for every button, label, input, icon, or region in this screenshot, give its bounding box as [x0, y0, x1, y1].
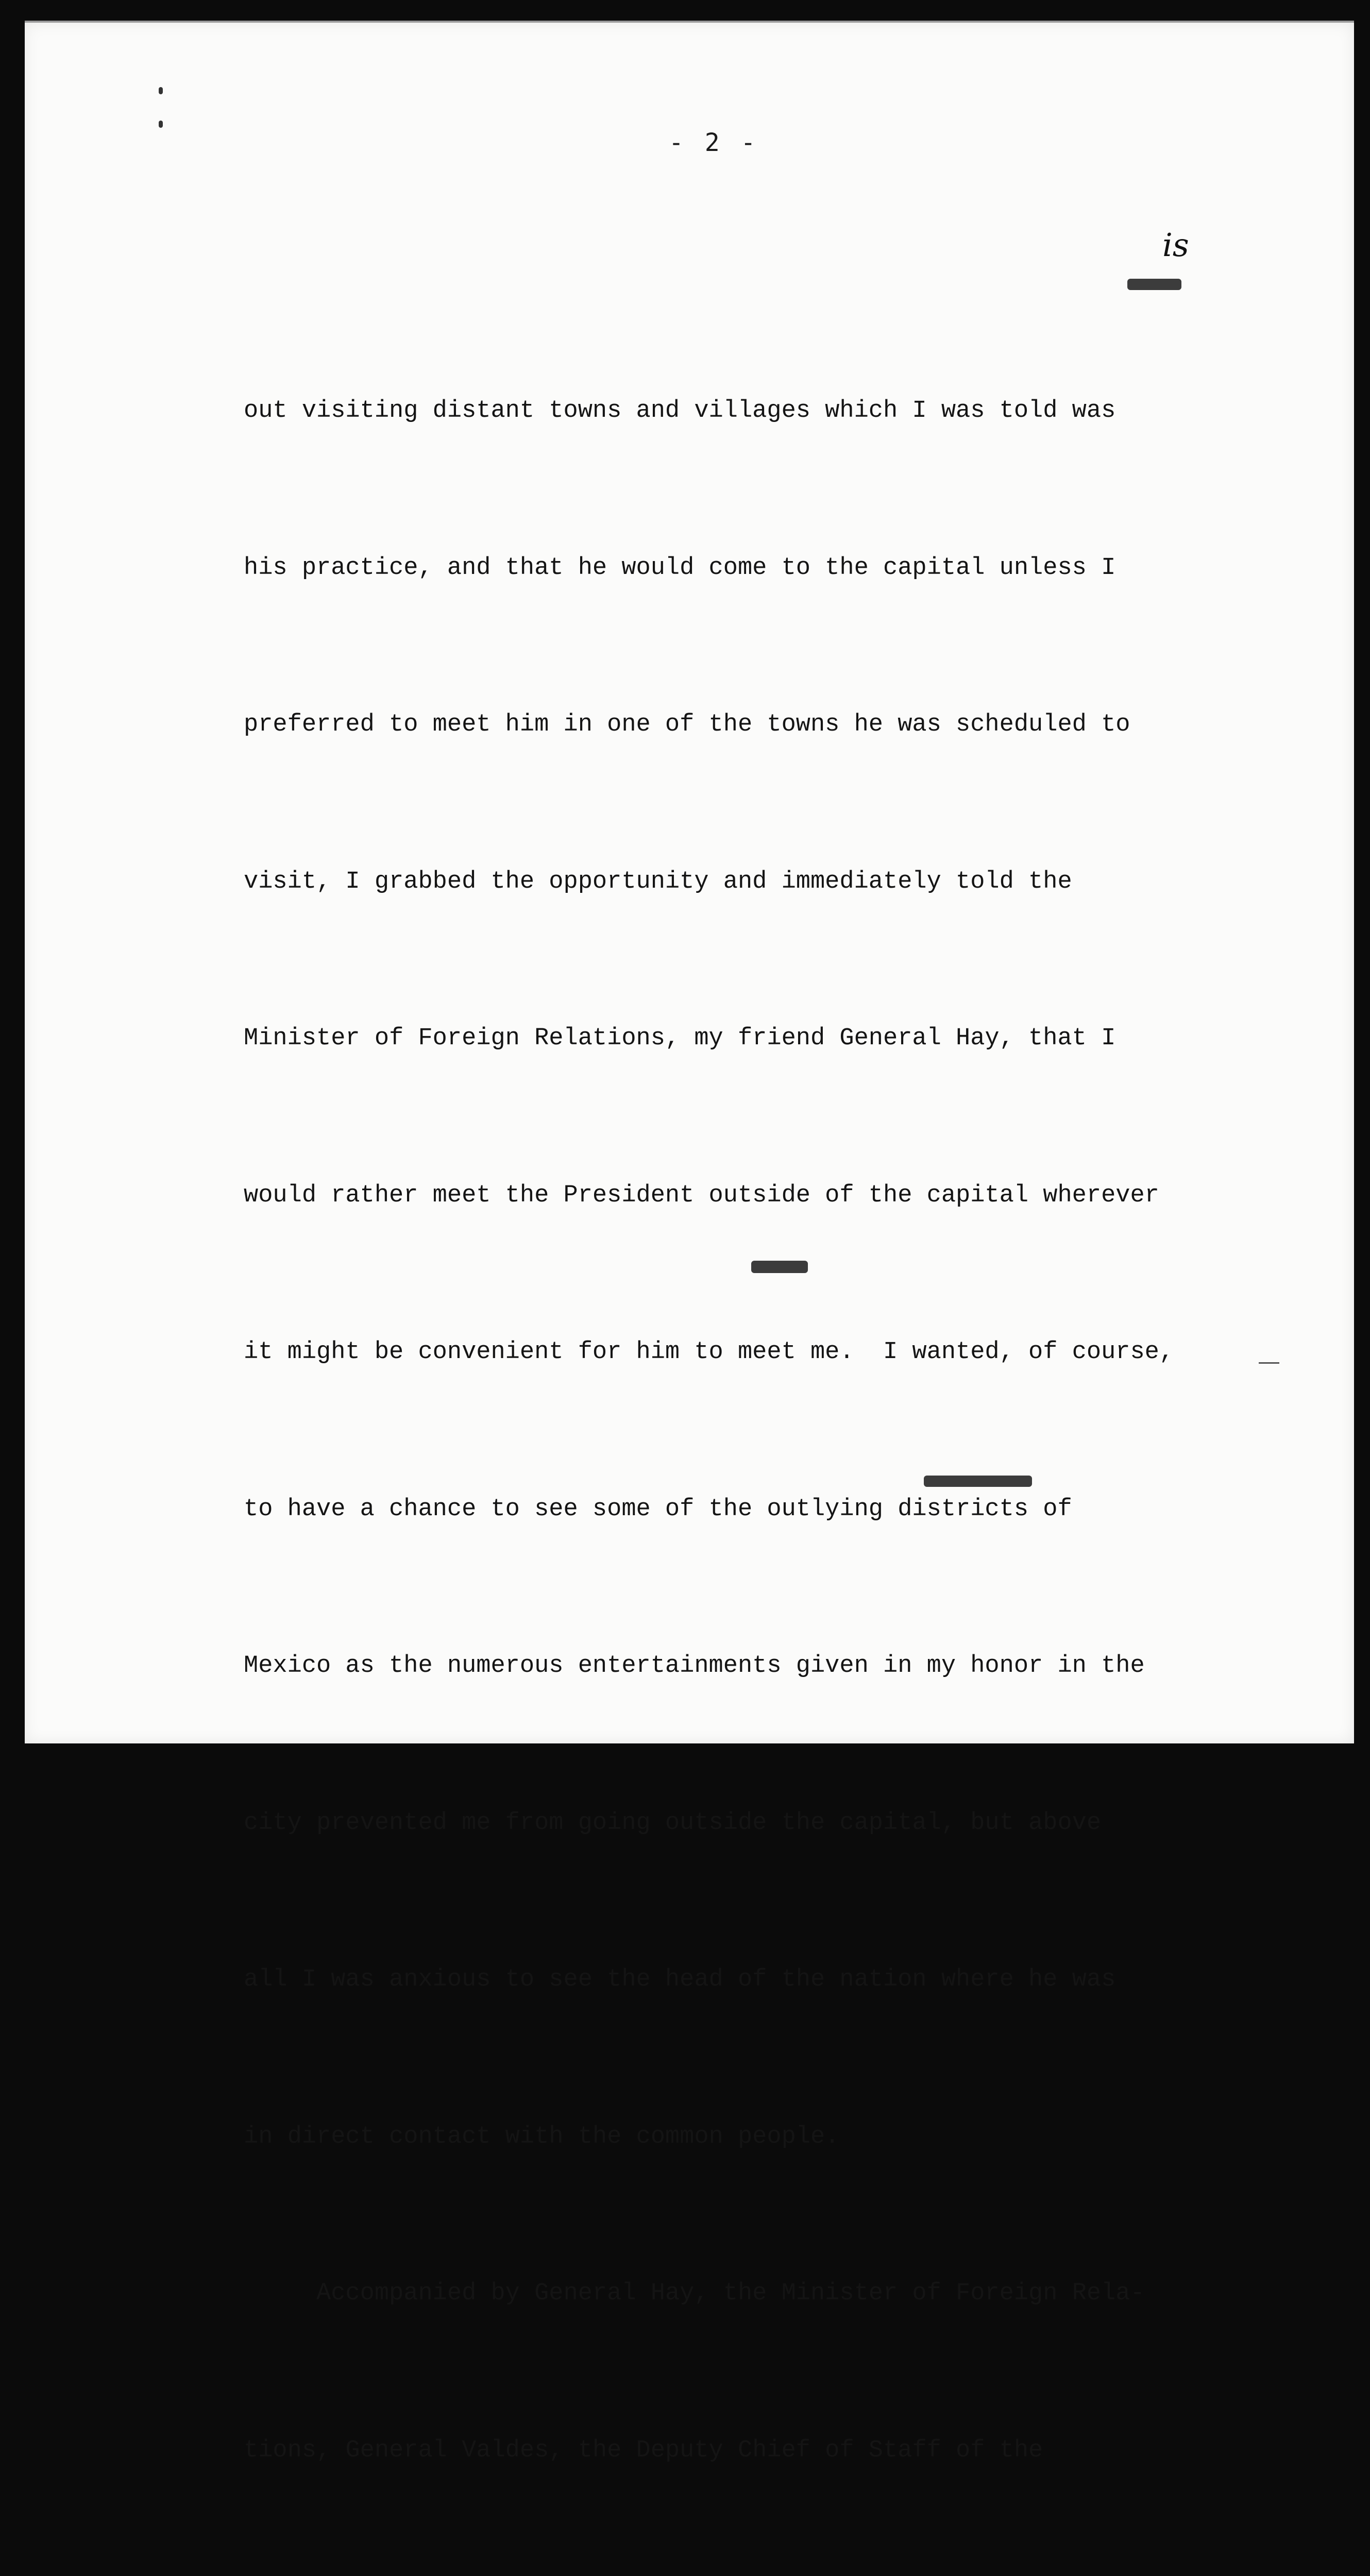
text-line: preferred to meet him in one of the towns he was scheduled to — [244, 711, 1130, 738]
text-line: would rather meet the President outside of the capital wherever — [244, 1181, 1159, 1209]
page-number: - 2 - — [669, 128, 759, 157]
text-line: Accompanied by General Hay, the Minister of Foreign Rela- — [244, 2280, 1145, 2307]
handwritten-correction: is — [1162, 226, 1189, 264]
text-line: all I was anxious to see the head of the nation where he was — [244, 1966, 1116, 1993]
text-line: Minister of Foreign Relations, my friend General Hay, that I — [244, 1025, 1116, 1052]
margin-mark — [1259, 1362, 1279, 1364]
text-line: to have a chance to see some of the outlying districts of — [244, 1495, 1072, 1523]
strikethrough-mark — [924, 1476, 1032, 1487]
document-page — [25, 21, 1354, 2464]
text-line: it might be convenient for him to meet me. I wanted, of course, — [244, 1338, 1174, 1366]
binding-mark — [159, 87, 163, 94]
text-line: visit, I grabbed the opportunity and immediately told the — [244, 868, 1072, 895]
text-line: city prevented me from going outside the capital, but above — [244, 1809, 1102, 1837]
strikethrough-mark — [751, 1261, 808, 1273]
text-line: in direct contact with the common people. — [244, 2123, 840, 2150]
text-line: Mexico as the numerous entertainments given in my honor in the — [244, 1652, 1145, 1680]
binding-mark — [159, 121, 163, 128]
typed-body-text — [244, 280, 1274, 2576]
text-line: out visiting distant towns and villages which I was told was — [244, 397, 1116, 425]
strikethrough-mark — [1127, 279, 1181, 290]
text-line: his practice, and that he would come to the capital unless I — [244, 554, 1116, 582]
text-line: tions, General Valdes, the Deputy Chief of Staff of the — [244, 2436, 1043, 2464]
